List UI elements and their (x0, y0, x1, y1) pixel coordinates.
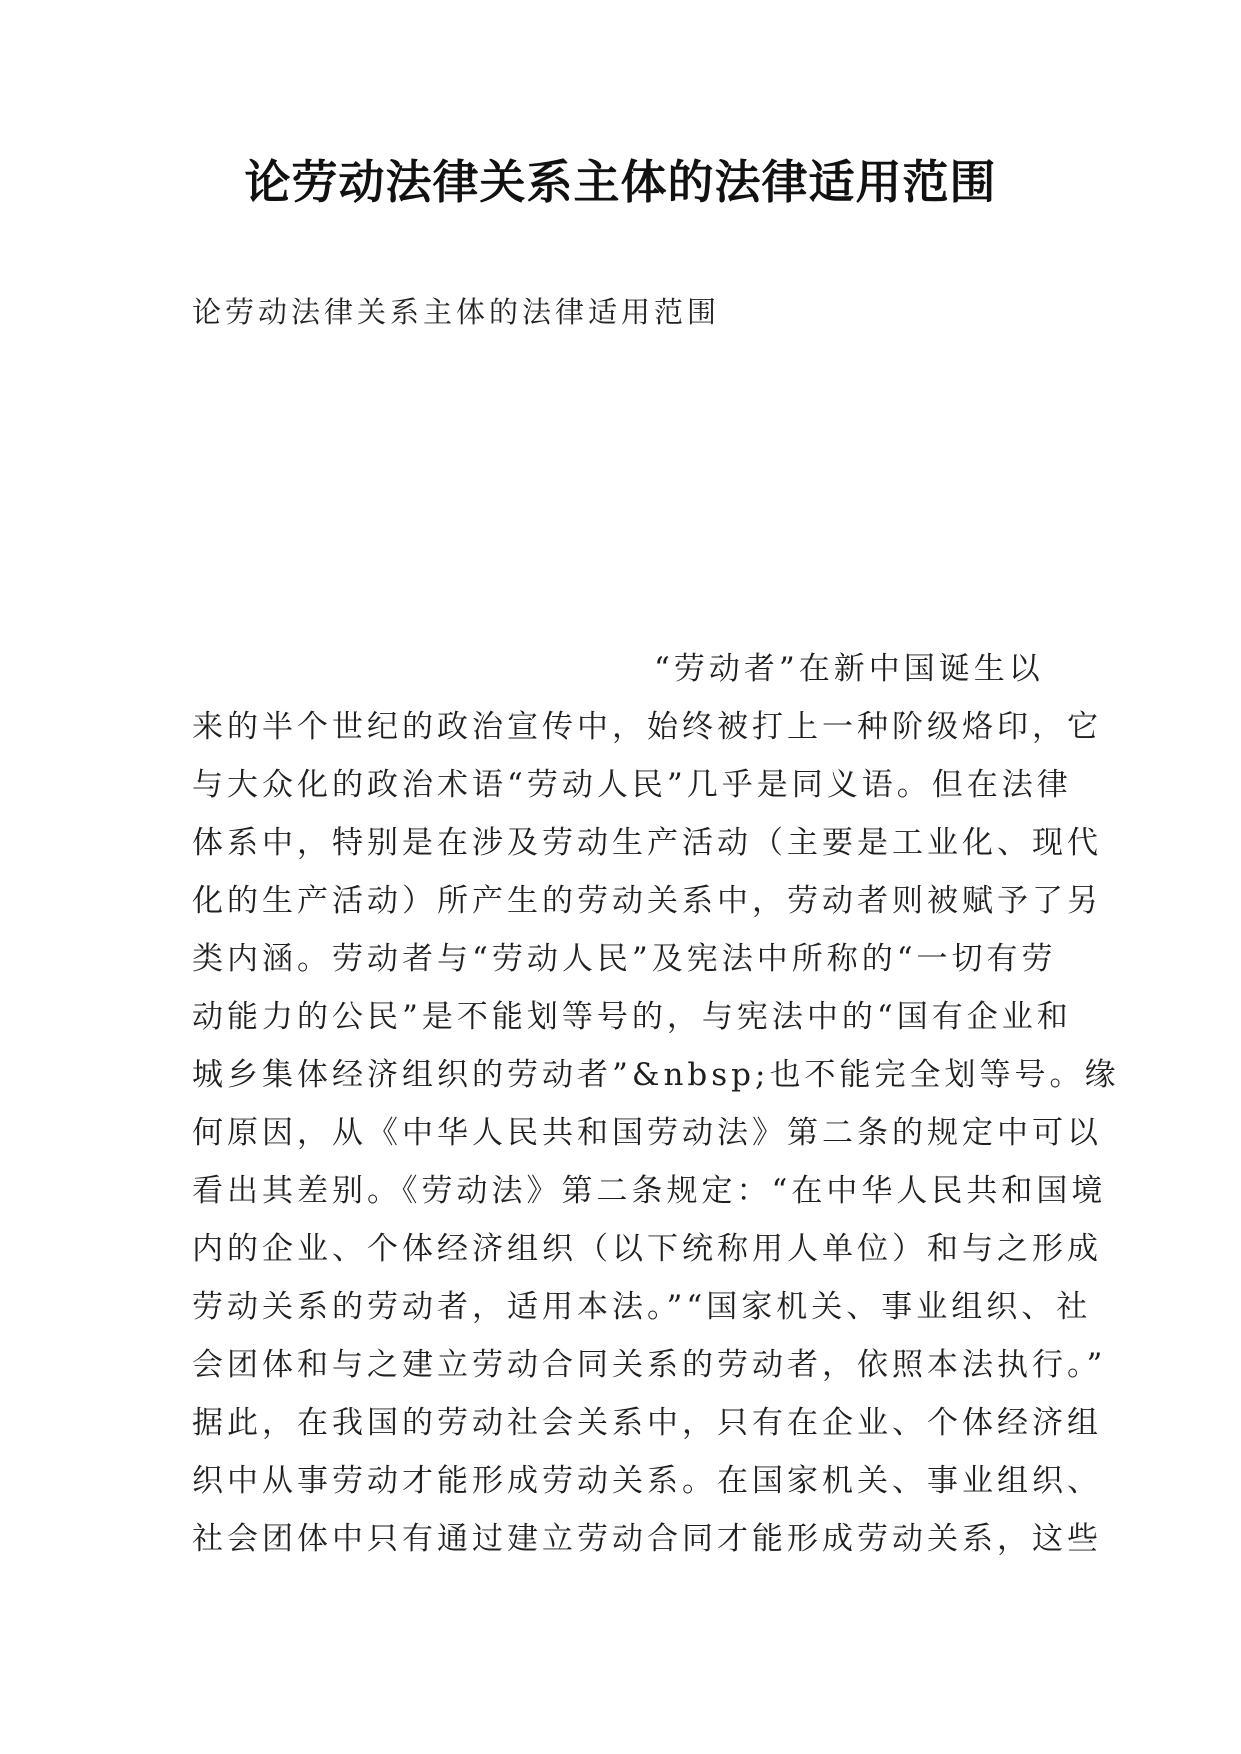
body-line: 动能力的公民”是不能划等号的，与宪法中的“国有企业和 (192, 999, 1072, 1035)
body-line: 织中从事劳动才能形成劳动关系。在国家机关、事业组织、 (192, 1463, 1102, 1499)
body-line: 类内涵。劳动者与“劳动人民”及宪法中所称的“一切有劳 (192, 941, 1057, 977)
body-line: 化的生产活动）所产生的劳动关系中，劳动者则被赋予了另 (192, 883, 1102, 919)
body-line: 城乡集体经济组织的劳动者”&nbsp;也不能完全划等号。缘 (192, 1057, 1120, 1093)
body-line: 体系中，特别是在涉及劳动生产活动（主要是工业化、现代 (192, 825, 1102, 861)
body-line: 据此，在我国的劳动社会关系中，只有在企业、个体经济组 (192, 1405, 1102, 1441)
body-line: 内的企业、个体经济组织（以下统称用人单位）和与之形成 (192, 1231, 1102, 1267)
document-subtitle: 论劳动法律关系主体的法律适用范围 (192, 295, 721, 329)
body-line: 劳动关系的劳动者，适用本法。”“国家机关、事业组织、社 (192, 1289, 1092, 1325)
body-line: 来的半个世纪的政治宣传中，始终被打上一种阶级烙印，它 (192, 709, 1102, 745)
document-title: 论劳动法律关系主体的法律适用范围 (244, 155, 997, 209)
body-line: 与大众化的政治术语“劳动人民”几乎是同义语。但在法律 (192, 767, 1072, 803)
body-line: “劳动者”在新中国诞生以 (654, 651, 1044, 687)
body-line: 社会团体中只有通过建立劳动合同才能形成劳动关系，这些 (192, 1521, 1102, 1557)
body-line: 会团体和与之建立劳动合同关系的劳动者，依照本法执行。” (192, 1347, 1107, 1383)
body-line: 看出其差别。《劳动法》第二条规定：“在中华人民共和国境 (192, 1173, 1107, 1209)
body-line: 何原因，从《中华人民共和国劳动法》第二条的规定中可以 (192, 1115, 1102, 1151)
document-body (192, 640, 1120, 1568)
